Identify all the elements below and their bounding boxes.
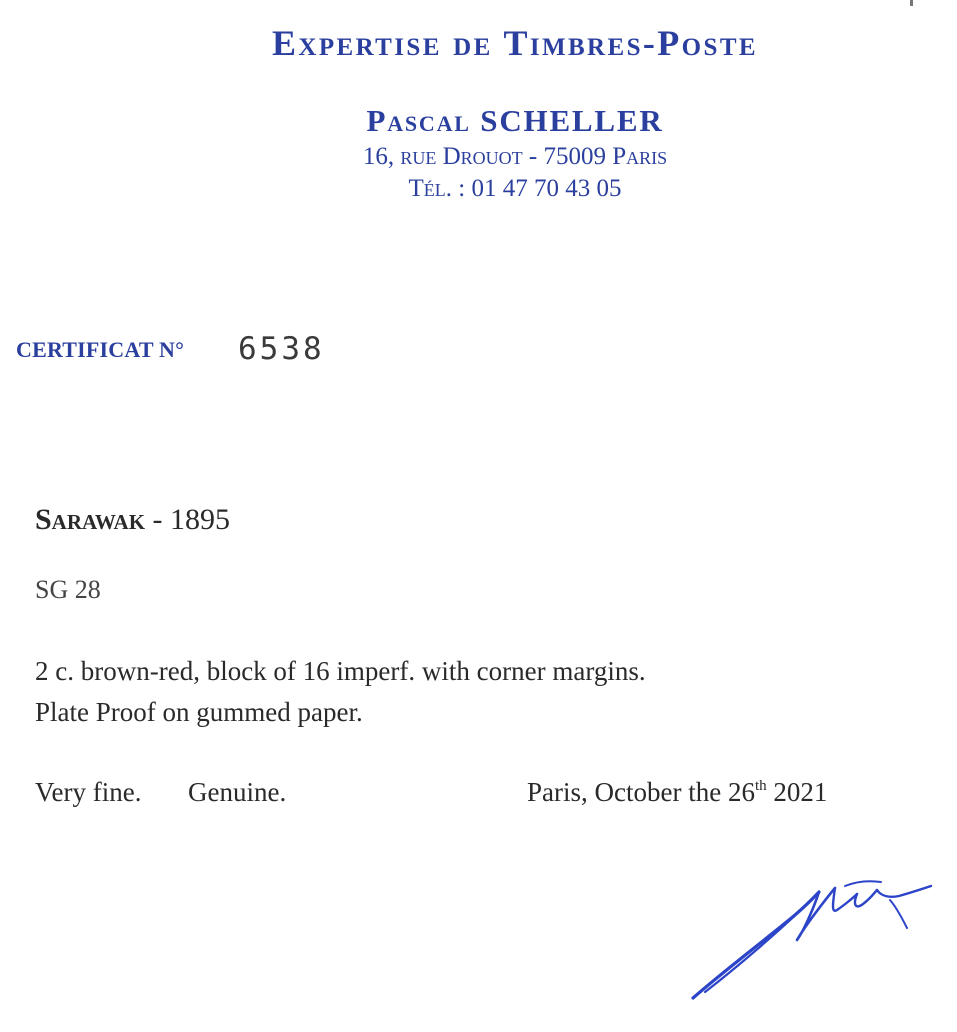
date-year: 2021 xyxy=(766,777,828,807)
certificate-label: CERTIFICAT N° xyxy=(16,337,185,362)
scan-mark xyxy=(910,0,913,6)
date-ordinal: th xyxy=(754,778,767,794)
expert-name: Pascal SCHELLER xyxy=(366,103,664,138)
stamp-year: - 1895 xyxy=(145,503,231,536)
authenticity-status: Genuine. xyxy=(188,777,287,807)
letterhead-title: Expertise de Timbres-Poste xyxy=(272,23,758,63)
description-line-1: 2 c. brown-red, block of 16 imperf. with corner margins. xyxy=(35,656,646,686)
description-line-2: Plate Proof on gummed paper. xyxy=(35,697,363,727)
signature-icon xyxy=(685,870,945,1010)
handwritten-signature xyxy=(685,870,945,1015)
quality-grade: Very fine. xyxy=(35,777,142,807)
date-line xyxy=(527,777,827,808)
catalogue-number: SG 28 xyxy=(35,575,101,604)
certificate-number: 6538 xyxy=(238,331,325,367)
stamp-country-year xyxy=(35,503,230,537)
expert-address: 16, rue Drouot - 75009 Paris xyxy=(362,143,668,170)
expert-phone: Tél. : 01 47 70 43 05 xyxy=(408,175,622,202)
stamp-country: Sarawak xyxy=(35,503,146,536)
date-prefix: Paris, October the 26 xyxy=(527,777,755,807)
